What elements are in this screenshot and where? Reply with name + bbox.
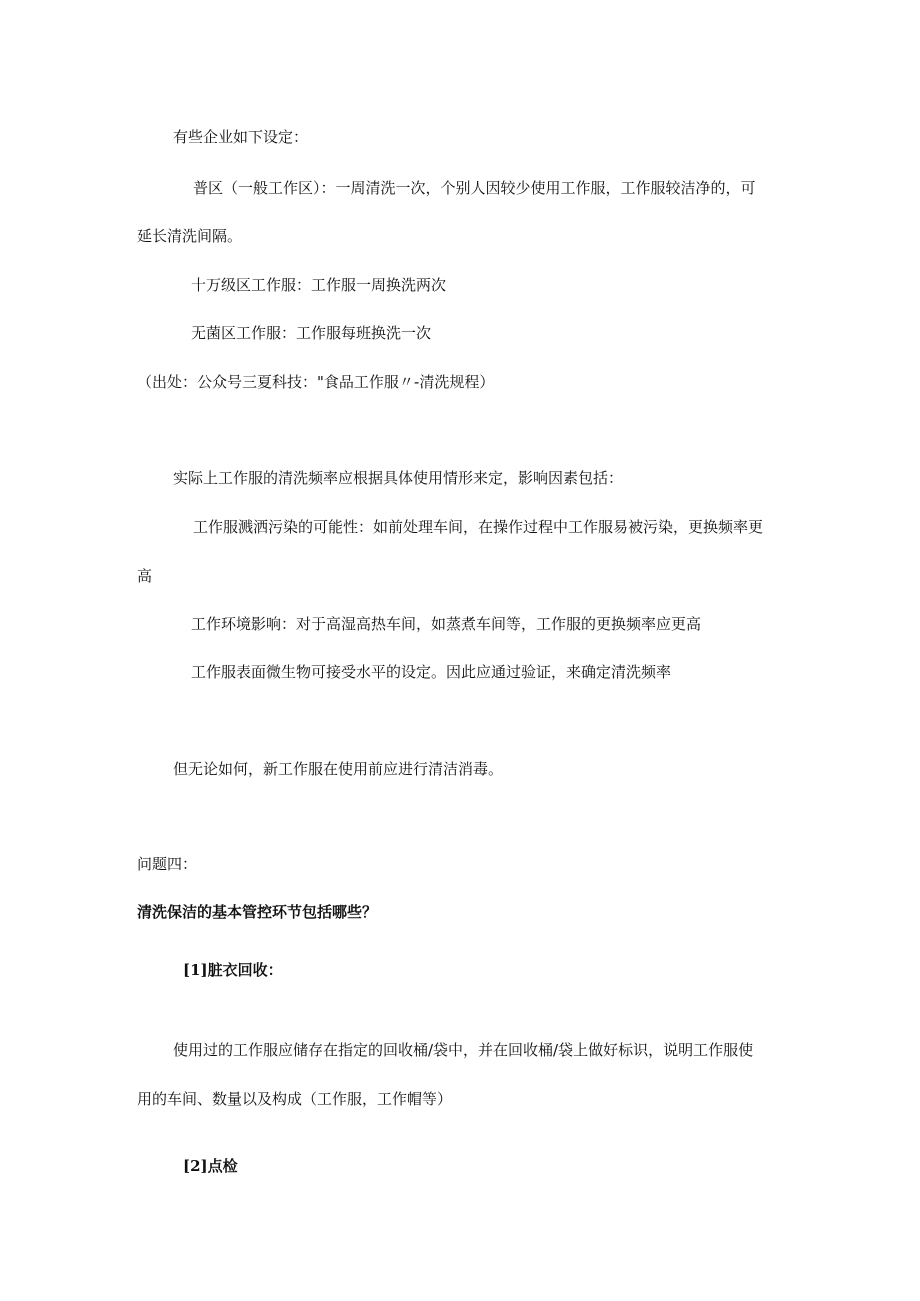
section-heading-1 [183,959,843,981]
paragraph-intro: 有些企业如下设定： [173,128,309,146]
question-title: 清洗保洁的基本管控环节包括哪些？ [137,903,378,921]
paragraph-environment: 工作环境影响：对于高湿高热车间，如蒸煮车间等，工作服的更换频率应更高 [191,615,702,633]
paragraph-splash-line2: 高 [137,567,153,585]
paragraph-microbial: 工作服表面微生物可接受水平的设定。因此应通过验证，来确定清洗频率 [191,663,672,681]
section-title: 脏衣回收： [207,961,283,979]
section-title: 点检 [207,1157,238,1175]
question-label: 问题四： [137,855,198,873]
paragraph-new-clothes: 但无论如何，新工作服在使用前应进行清洁消毒。 [173,760,504,778]
paragraph-general-area-line1: 普区（一般工作区）：一周清洗一次，个别人因较少使用工作服，工作服较洁净的，可 [193,179,756,197]
section-heading-2 [183,1155,843,1177]
paragraph-collection-line1: 使用过的工作服应储存在指定的回收桶/袋中，并在回收桶/袋上做好标识，说明工作服使 [173,1041,754,1059]
section-number: [1] [183,961,208,979]
section-number: [2] [183,1157,208,1175]
paragraph-splash-line1: 工作服溅洒污染的可能性：如前处理车间，在操作过程中工作服易被污染，更换频率更 [193,518,764,536]
paragraph-frequency-intro: 实际上工作服的清洗频率应根据具体使用情形来定，影响因素包括： [173,469,624,487]
paragraph-collection-line2: 用的车间、数量以及构成（工作服，工作帽等） [137,1090,453,1108]
paragraph-source-note: （出处：公众号三夏科技："食品工作服〃-清洗规程） [137,373,495,391]
paragraph-class-100k: 十万级区工作服：工作服一周换洗两次 [191,276,447,294]
paragraph-sterile-area: 无菌区工作服：工作服每班换洗一次 [191,324,432,342]
paragraph-general-area-line2: 延长清洗间隔。 [137,227,243,245]
